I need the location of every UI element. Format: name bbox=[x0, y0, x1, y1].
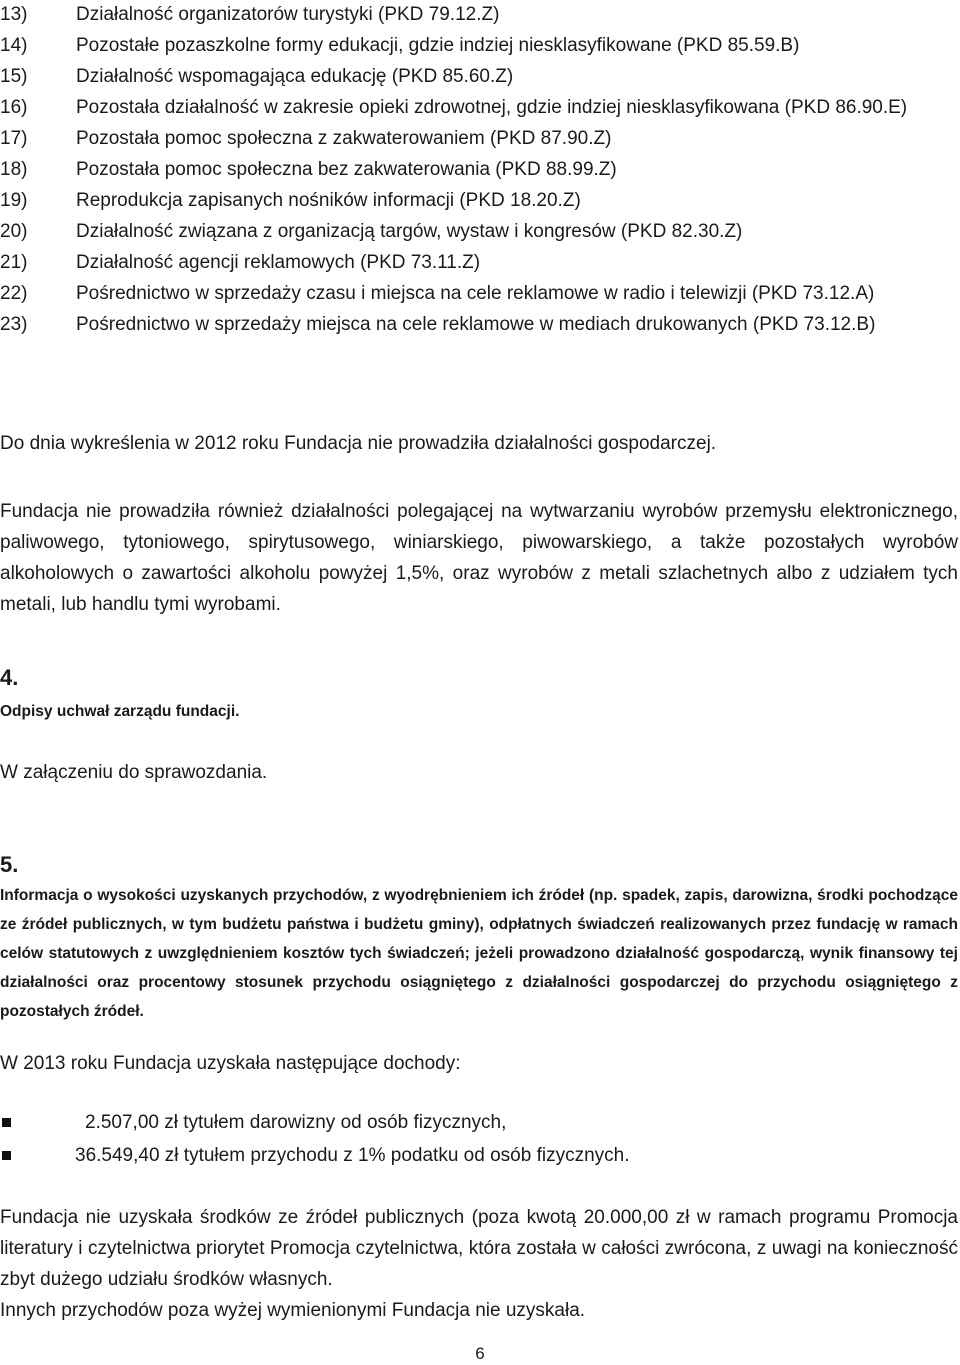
list-item-text: Pozostała działalność w zakresie opieki zdrowotnej, gdzie indziej niesklasyfikowana (PKD 86.90.E) bbox=[76, 97, 908, 118]
list-item-number: 21) bbox=[0, 252, 28, 273]
section-4-text: W załączeniu do sprawozdania. bbox=[0, 762, 268, 783]
list-item-text: Pośrednictwo w sprzedaży miejsca na cele reklamowe w mediach drukowanych (PKD 73.12.B) bbox=[76, 314, 876, 335]
list-item-text: Pozostała pomoc społeczna z zakwaterowaniem (PKD 87.90.Z) bbox=[76, 128, 612, 149]
income-intro-text: W 2013 roku Fundacja uzyskała następujące dochody: bbox=[0, 1053, 461, 1074]
list-item-number: 19) bbox=[0, 190, 28, 211]
list-item-number: 15) bbox=[0, 66, 28, 87]
list-item-number: 17) bbox=[0, 128, 28, 149]
list-item bbox=[0, 92, 958, 123]
page-number: 6 bbox=[475, 1344, 485, 1363]
list-item-text: Pozostałe pozaszkolne formy edukacji, gdzie indziej niesklasyfikowane (PKD 85.59.B) bbox=[76, 35, 800, 56]
list-item-text: Reprodukcja zapisanych nośników informacji (PKD 18.20.Z) bbox=[76, 190, 581, 211]
list-item bbox=[0, 1106, 958, 1139]
list-item bbox=[0, 185, 958, 216]
list-item bbox=[0, 154, 958, 185]
section-5-number: 5. bbox=[0, 852, 19, 877]
list-item-number: 23) bbox=[0, 314, 28, 335]
list-item-number: 14) bbox=[0, 35, 28, 56]
list-item-text: Pośrednictwo w sprzedaży czasu i miejsca na cele reklamowe w radio i telewizji (PKD 73.12.A) bbox=[76, 283, 875, 304]
excise-activity-paragraph: Fundacja nie prowadziła również działalności polegającej na wytwarzaniu wyrobów przemysłu elektronicznego, paliwowego, tytoniowego, spirytusowego, winiarskiego, piwowarskiego, a także pozostałych wyrobów alkoholowych o zawartości alkoholu powyżej 1,5%, oraz wyrobów z metali szlachetnych albo z udziałem tych metali, lub handlu tymi wyrobami. bbox=[0, 501, 958, 615]
list-item-number: 20) bbox=[0, 221, 28, 242]
list-item-text: Pozostała pomoc społeczna bez zakwaterowania (PKD 88.99.Z) bbox=[76, 159, 617, 180]
list-item bbox=[0, 61, 958, 92]
pkd-activity-list bbox=[0, 0, 958, 340]
list-item-text: Działalność organizatorów turystyki (PKD 79.12.Z) bbox=[76, 4, 500, 25]
list-item bbox=[0, 247, 958, 278]
list-item bbox=[0, 123, 958, 154]
income-item-text: 2.507,00 zł tytułem darowizny od osób fizycznych, bbox=[85, 1112, 507, 1133]
other-income-text: Innych przychodów poza wyżej wymienionymi Fundacja nie uzyskała. bbox=[0, 1300, 586, 1321]
list-item-number: 13) bbox=[0, 4, 28, 25]
no-business-activity-text: Do dnia wykreślenia w 2012 roku Fundacja nie prowadziła działalności gospodarczej. bbox=[0, 433, 717, 454]
list-item bbox=[0, 309, 958, 340]
list-item bbox=[0, 216, 958, 247]
section-4-heading: Odpisy uchwał zarządu fundacji. bbox=[0, 703, 240, 720]
list-item bbox=[0, 0, 958, 30]
list-item-number: 22) bbox=[0, 283, 28, 304]
square-bullet-icon bbox=[2, 1118, 11, 1127]
list-item-text: Działalność agencji reklamowych (PKD 73.11.Z) bbox=[76, 252, 481, 273]
list-item bbox=[0, 30, 958, 61]
list-item-text: Działalność wspomagająca edukację (PKD 85.60.Z) bbox=[76, 66, 514, 87]
list-item-number: 18) bbox=[0, 159, 28, 180]
list-item-number: 16) bbox=[0, 97, 28, 118]
list-item bbox=[0, 278, 958, 309]
square-bullet-icon bbox=[2, 1151, 11, 1160]
list-item bbox=[0, 1139, 958, 1172]
section-5-heading: Informacja o wysokości uzyskanych przychodów, z wyodrębnieniem ich źródeł (np. spadek, zapis, darowizna, środki pochodzące ze źródeł publicznych, w tym budżetu państwa i budżetu gminy), odpłatnych świadczeń realizowanych przez fundację w ramach celów statutowych z uwzględnieniem kosztów tych świadczeń; jeżeli prowadzono działalność gospodarczą, wynik finansowy tej działalności oraz procentowy stosunek przychodu osiągniętego z działalności gospodarczej do przychodu osiągniętego z pozostałych źródeł. bbox=[0, 887, 958, 1020]
income-list bbox=[0, 1106, 958, 1172]
income-item-text: 36.549,40 zł tytułem przychodu z 1% podatku od osób fizycznych. bbox=[75, 1145, 630, 1166]
list-item-text: Działalność związana z organizacją targów, wystaw i kongresów (PKD 82.30.Z) bbox=[76, 221, 743, 242]
section-4-number: 4. bbox=[0, 665, 19, 690]
public-funds-paragraph: Fundacja nie uzyskała środków ze źródeł publicznych (poza kwotą 20.000,00 zł w ramach programu Promocja literatury i czytelnictwa priorytet Promocja czytelnictwa, która została w całości zwrócona, z uwagi na konieczność zbyt dużego udziału środków własnych. bbox=[0, 1207, 958, 1290]
